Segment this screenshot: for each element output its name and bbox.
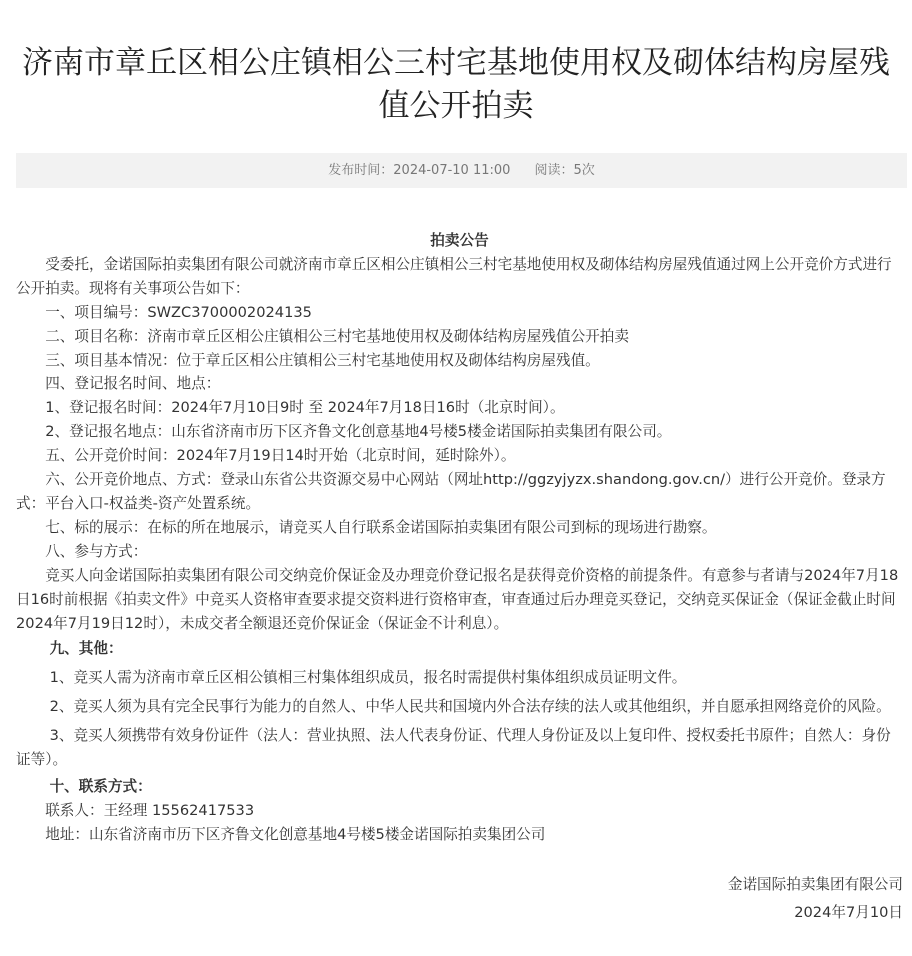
item-participation-header: 八、参与方式： bbox=[45, 542, 148, 560]
item-registration-header: 四、登记报名时间、地点： bbox=[45, 375, 221, 393]
other-item-2: 2、竞买人须为具有完全民事行为能力的自然人、中华人民共和国境内外合法存续的法人或其他组织，并自愿承担网络竞价的风险。 bbox=[49, 698, 891, 716]
read-label: 阅读： bbox=[534, 163, 574, 178]
item-participation-detail: 竞买人向金诺国际拍卖集团有限公司交纳竞价保证金及办理竞价登记报名是获得竞价资格的前提条件。有意参与者请与2024年7月18日16时前根据《拍卖文件》中竞买人资格审查要求提交资料进行资格审查，审查通过后办理竞买登记，交纳竞买保证金（保证金截止时间2024年7月19日12时），未成交者全额退还竞价保证金（保证金不计利息）。 bbox=[16, 566, 899, 632]
signature-company: 金诺国际拍卖集团有限公司 bbox=[727, 875, 903, 893]
page-title: 济南市章丘区相公庄镇相公三村宅基地使用权及砌体结构房屋残值公开拍卖 bbox=[22, 45, 890, 124]
contact-heading: 十、联系方式： bbox=[49, 777, 152, 795]
read-count: 5次 bbox=[573, 163, 595, 178]
publish-time: 2024-07-10 11:00 bbox=[393, 163, 511, 178]
item-registration-place: 2、登记报名地点：山东省济南市历下区齐鲁文化创意基地4号楼5楼金诺国际拍卖集团有限公司。 bbox=[45, 423, 672, 441]
intro-paragraph: 受委托，金诺国际拍卖集团有限公司就济南市章丘区相公庄镇相公三村宅基地使用权及砌体结构房屋残值通过网上公开竞价方式进行公开拍卖。现将有关事项公告如下： bbox=[16, 255, 892, 297]
publish-label: 发布时间： bbox=[328, 163, 394, 178]
item-project-name: 二、项目名称：济南市章丘区相公庄镇相公三村宅基地使用权及砌体结构房屋残值公开拍卖 bbox=[45, 327, 629, 345]
item-auction-place-method: 六、公开竞价地点、方式：登录山东省公共资源交易中心网站（网址http://ggzyjyzx.shandong.gov.cn/）进行公开竞价。登录方式：平台入口-权益类-资产处置系统。 bbox=[16, 471, 886, 512]
item-project-basic-info: 三、项目基本情况：位于章丘区相公庄镇相公三村宅基地使用权及砌体结构房屋残值。 bbox=[45, 351, 600, 369]
other-heading: 九、其他： bbox=[49, 640, 123, 658]
item-auction-time: 五、公开竞价时间：2024年7月19日14时开始（北京时间，延时除外）。 bbox=[45, 447, 516, 465]
other-item-3: 3、竞买人须携带有效身份证件（法人：营业执照、法人代表身份证、代理人身份证及以上复印件、授权委托书原件；自然人：身份证等）。 bbox=[16, 727, 891, 769]
meta-bar bbox=[16, 153, 907, 188]
signature-date: 2024年7月10日 bbox=[794, 903, 903, 921]
other-item-1: 1、竞买人需为济南市章丘区相公镇相三村集体组织成员，报名时需提供村集体组织成员证明文件。 bbox=[49, 669, 687, 687]
article-content bbox=[16, 229, 903, 924]
contact-address: 地址：山东省济南市历下区齐鲁文化创意基地4号楼5楼金诺国际拍卖集团公司 bbox=[45, 825, 546, 843]
article-heading: 拍卖公告 bbox=[430, 232, 489, 249]
item-subject-display: 七、标的展示：在标的所在地展示，请竞买人自行联系金诺国际拍卖集团有限公司到标的现场进行勘察。 bbox=[45, 518, 717, 536]
item-registration-time: 1、登记报名时间：2024年7月10日9时 至 2024年7月18日16时（北京时间）。 bbox=[45, 399, 565, 417]
item-project-number: 一、项目编号：SWZC3700002024135 bbox=[45, 303, 312, 321]
contact-person: 联系人：王经理 15562417533 bbox=[45, 801, 255, 819]
